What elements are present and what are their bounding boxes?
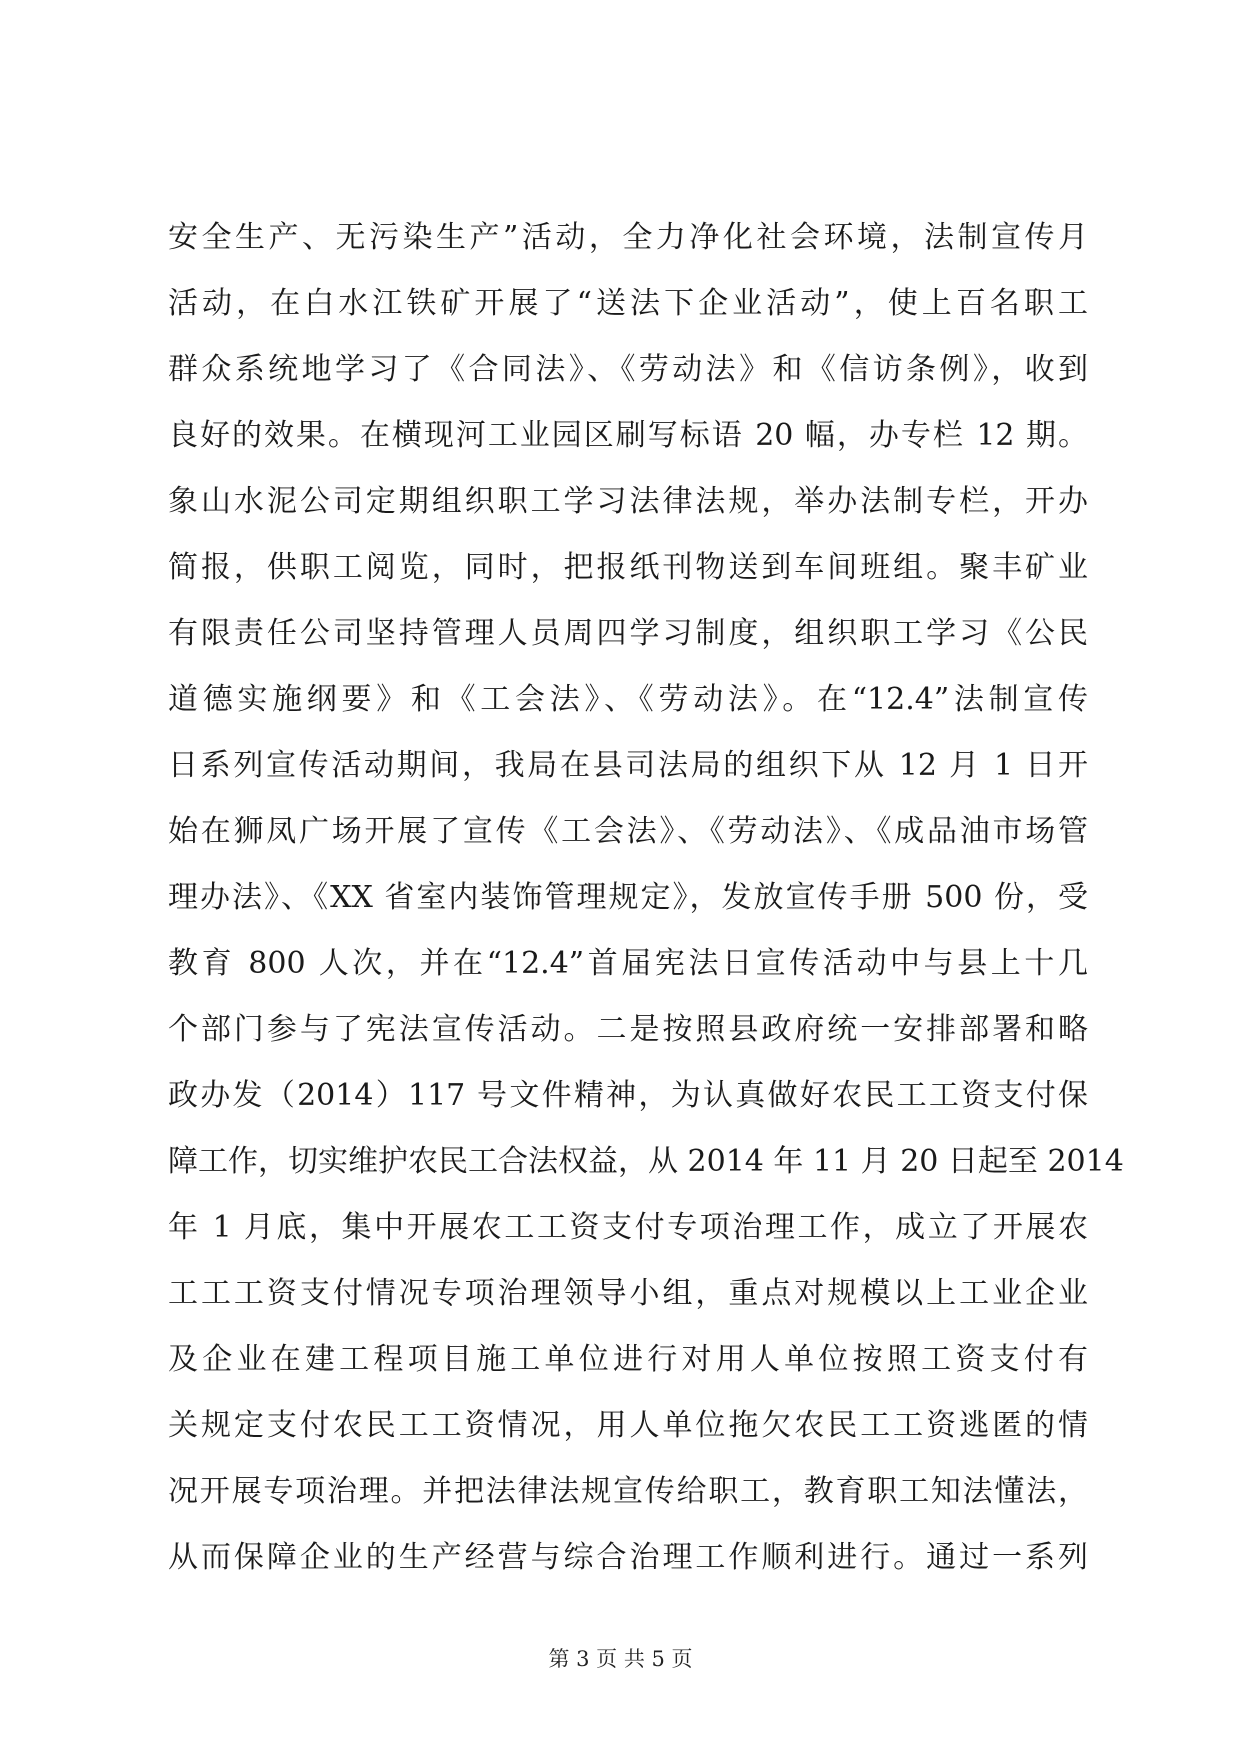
body-text [168, 205, 1124, 1591]
text-line: 关规定支付农民工工资情况，用人单位拖欠农民工工资逃匿的情 [168, 1408, 1088, 1443]
text-line: 从而保障企业的生产经营与综合治理工作顺利进行。通过一系列 [168, 1540, 1088, 1575]
text-line: 道德实施纲要》和《工会法》、《劳动法》。在“12.4”法制宣传 [168, 682, 1088, 717]
text-line: 况开展专项治理。并把法律法规宣传给职工，教育职工知法懂法， [168, 1474, 1088, 1509]
text-line: 及企业在建工程项目施工单位进行对用人单位按照工资支付有 [168, 1342, 1088, 1377]
text-line: 活动，在白水江铁矿开展了“送法下企业活动”，使上百名职工 [168, 286, 1088, 321]
text-line: 简报，供职工阅览，同时，把报纸刊物送到车间班组。聚丰矿业 [168, 550, 1088, 585]
text-line: 年 1 月底，集中开展农工工资支付专项治理工作，成立了开展农 [168, 1210, 1088, 1245]
text-line: 始在狮凤广场开展了宣传《工会法》、《劳动法》、《成品油市场管 [168, 814, 1088, 849]
text-line: 群众系统地学习了《合同法》、《劳动法》和《信访条例》，收到 [168, 352, 1088, 387]
text-line: 良好的效果。在横现河工业园区刷写标语 20 幅，办专栏 12 期。 [168, 418, 1088, 453]
page-number-footer: 第 3 页 共 5 页 [548, 1647, 693, 1671]
text-line: 安全生产、无污染生产”活动，全力净化社会环境，法制宣传月 [168, 220, 1088, 255]
text-line: 理办法》、《XX 省室内装饰管理规定》，发放宣传手册 500 份，受 [168, 880, 1088, 915]
text-line: 工工工资支付情况专项治理领导小组，重点对规模以上工业企业 [168, 1276, 1088, 1311]
text-line: 个部门参与了宪法宣传活动。二是按照县政府统一安排部署和略 [168, 1012, 1088, 1047]
text-line: 有限责任公司坚持管理人员周四学习制度，组织职工学习《公民 [168, 616, 1088, 651]
text-line: 障工作，切实维护农民工合法权益，从 2014 年 11 月 20 日起至 2014 [168, 1144, 1124, 1179]
text-line: 象山水泥公司定期组织职工学习法律法规，举办法制专栏，开办 [168, 484, 1088, 519]
text-line: 政办发（2014）117 号文件精神，为认真做好农民工工资支付保 [168, 1078, 1088, 1113]
text-line: 日系列宣传活动期间，我局在县司法局的组织下从 12 月 1 日开 [168, 748, 1088, 783]
text-line: 教育 800 人次，并在“12.4”首届宪法日宣传活动中与县上十几 [168, 946, 1088, 981]
